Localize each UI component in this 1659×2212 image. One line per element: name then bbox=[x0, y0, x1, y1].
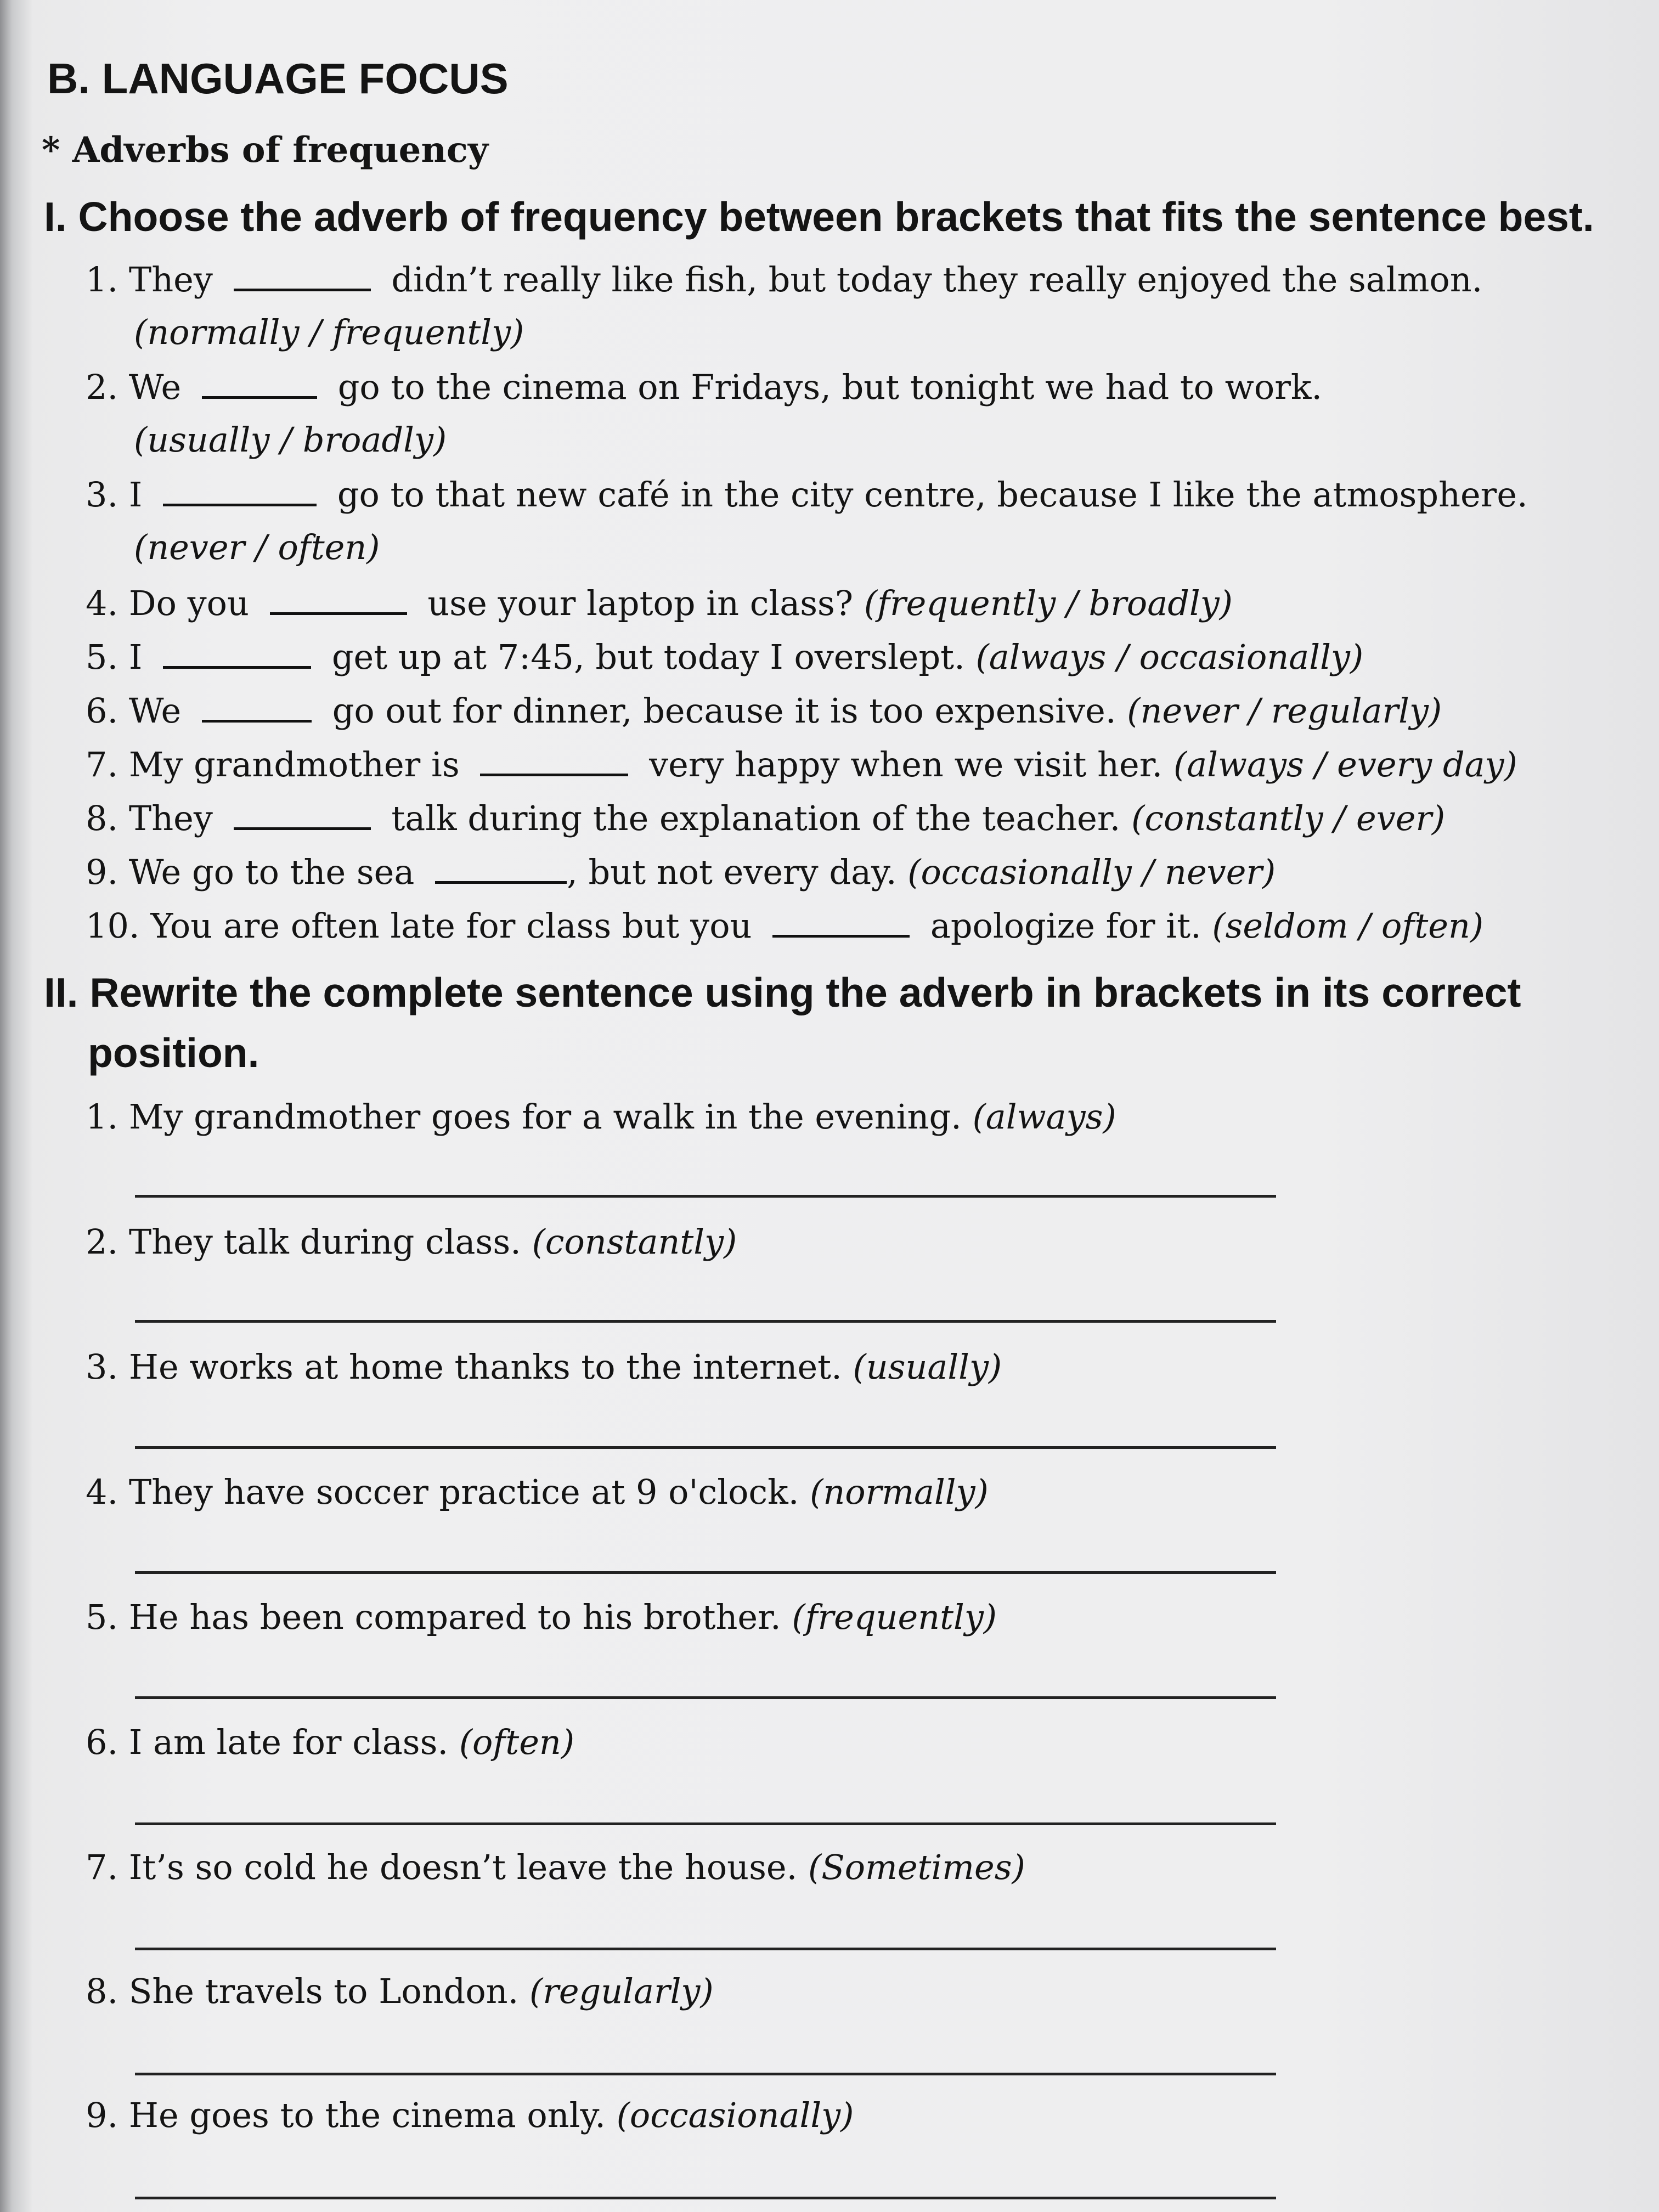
item-adverb: (frequently) bbox=[792, 1597, 997, 1637]
exercise-2-heading bbox=[44, 962, 1521, 1083]
item-text-after: talk during the explanation of the teacher. bbox=[391, 798, 1121, 838]
answer-blank[interactable] bbox=[270, 584, 407, 615]
item-adverb: (always) bbox=[972, 1097, 1116, 1137]
item-number: 8. bbox=[86, 1971, 119, 2011]
answer-blank[interactable] bbox=[772, 906, 910, 938]
exercise-1-item-10 bbox=[86, 900, 1611, 952]
subsection-title: * Adverbs of frequency bbox=[42, 129, 488, 171]
item-text-after: apologize for it. bbox=[930, 906, 1201, 946]
answer-line-2[interactable] bbox=[135, 1320, 1276, 1323]
item-number: 7. bbox=[86, 1847, 119, 1887]
answer-blank[interactable] bbox=[435, 853, 567, 884]
exercise-1-heading-text: I. Choose the adverb of frequency between brackets that fits the sentence best. bbox=[44, 194, 1594, 240]
answer-blank[interactable] bbox=[202, 368, 317, 399]
item-sentence: He works at home thanks to the internet. bbox=[128, 1347, 842, 1387]
item-options: (seldom / often) bbox=[1212, 906, 1484, 946]
item-number: 6. bbox=[86, 1722, 119, 1762]
exercise-1-item-6 bbox=[86, 685, 1611, 737]
item-adverb: (often) bbox=[459, 1722, 575, 1762]
item-text-before: I bbox=[128, 637, 143, 677]
answer-blank[interactable] bbox=[163, 475, 317, 506]
item-text-after: go to that new café in the city centre, because I like the atmosphere. bbox=[337, 475, 1528, 515]
item-adverb: (usually) bbox=[853, 1347, 1002, 1387]
item-options: (always / every day) bbox=[1173, 744, 1517, 785]
item-options: (constantly / ever) bbox=[1131, 798, 1446, 838]
answer-line-7[interactable] bbox=[135, 1948, 1276, 1950]
item-text-before: You are often late for class but you bbox=[150, 906, 752, 946]
item-number: 10. bbox=[86, 906, 140, 946]
item-number: 5. bbox=[86, 1597, 119, 1637]
item-text-before: They bbox=[128, 259, 213, 300]
exercise-2-item-7 bbox=[86, 1841, 1611, 1894]
item-text-before: We bbox=[128, 691, 182, 731]
item-text-before: We go to the sea bbox=[128, 852, 415, 892]
item-number: 3. bbox=[86, 1347, 119, 1387]
exercise-2-heading-line-2: position. bbox=[88, 1030, 259, 1076]
item-text-before: We bbox=[128, 367, 182, 407]
answer-line-8[interactable] bbox=[135, 2073, 1276, 2075]
exercise-1-item-3 bbox=[86, 469, 1611, 574]
item-text-after: very happy when we visit her. bbox=[649, 744, 1163, 785]
exercise-1-item-2 bbox=[86, 361, 1611, 466]
item-number: 9. bbox=[86, 852, 119, 892]
exercise-2-item-9 bbox=[86, 2089, 1611, 2142]
answer-line-6[interactable] bbox=[135, 1822, 1276, 1825]
exercise-2-item-8 bbox=[86, 1965, 1611, 2018]
exercise-2-item-3 bbox=[86, 1341, 1611, 1393]
item-options: (usually / broadly) bbox=[134, 420, 447, 460]
exercise-1-item-5 bbox=[86, 631, 1611, 684]
exercise-1-heading bbox=[44, 187, 1594, 247]
exercise-1-item-9 bbox=[86, 846, 1611, 899]
item-options: (frequently / broadly) bbox=[864, 583, 1233, 623]
item-text-after: didn’t really like fish, but today they really enjoyed the salmon. bbox=[391, 259, 1483, 300]
item-number: 2. bbox=[86, 1222, 119, 1262]
exercise-1-item-1 bbox=[86, 253, 1611, 359]
item-number: 5. bbox=[86, 637, 119, 677]
item-number: 6. bbox=[86, 691, 119, 731]
answer-line-4[interactable] bbox=[135, 1571, 1276, 1574]
item-text-after: use your laptop in class? bbox=[427, 583, 854, 623]
item-text-after: go out for dinner, because it is too expensive. bbox=[332, 691, 1116, 731]
item-text-after: get up at 7:45, but today I overslept. bbox=[331, 637, 965, 677]
answer-line-3[interactable] bbox=[135, 1446, 1276, 1449]
answer-blank[interactable] bbox=[234, 260, 371, 291]
item-adverb: (Sometimes) bbox=[808, 1847, 1025, 1887]
answer-line-1[interactable] bbox=[135, 1195, 1276, 1198]
item-text-before: My grandmother is bbox=[128, 744, 460, 785]
answer-line-5[interactable] bbox=[135, 1696, 1276, 1699]
item-sentence: They talk during class. bbox=[128, 1222, 521, 1262]
item-options: (always / occasionally) bbox=[975, 637, 1364, 677]
section-title: B. LANGUAGE FOCUS bbox=[47, 54, 509, 103]
item-sentence: My grandmother goes for a walk in the evening. bbox=[128, 1097, 962, 1137]
item-number: 3. bbox=[86, 475, 119, 515]
item-adverb: (occasionally) bbox=[616, 2095, 854, 2135]
item-sentence: I am late for class. bbox=[128, 1722, 449, 1762]
item-number: 9. bbox=[86, 2095, 119, 2135]
item-adverb: (constantly) bbox=[532, 1222, 737, 1262]
item-number: 1. bbox=[86, 1097, 119, 1137]
item-sentence: He goes to the cinema only. bbox=[128, 2095, 606, 2135]
item-sentence: It’s so cold he doesn’t leave the house. bbox=[128, 1847, 798, 1887]
item-text-before: Do you bbox=[128, 583, 249, 623]
answer-blank[interactable] bbox=[202, 691, 312, 723]
item-number: 2. bbox=[86, 367, 119, 407]
item-options: (normally / frequently) bbox=[134, 312, 524, 352]
item-sentence: He has been compared to his brother. bbox=[128, 1597, 781, 1637]
item-options: (never / often) bbox=[134, 527, 380, 567]
item-adverb: (regularly) bbox=[529, 1971, 714, 2011]
item-text-before: They bbox=[128, 798, 213, 838]
item-text-before: I bbox=[128, 475, 143, 515]
exercise-1-item-8 bbox=[86, 792, 1611, 845]
answer-blank[interactable] bbox=[234, 799, 371, 830]
exercise-1-item-7 bbox=[86, 738, 1611, 791]
answer-line-9[interactable] bbox=[135, 2197, 1276, 2199]
exercise-2-item-6 bbox=[86, 1716, 1611, 1769]
item-number: 1. bbox=[86, 259, 119, 300]
exercise-2-item-1 bbox=[86, 1091, 1611, 1143]
answer-blank[interactable] bbox=[480, 745, 628, 776]
item-number: 4. bbox=[86, 1472, 119, 1512]
item-options: (occasionally / never) bbox=[907, 852, 1276, 892]
item-sentence: She travels to London. bbox=[128, 1971, 519, 2011]
exercise-2-item-2 bbox=[86, 1216, 1611, 1268]
answer-blank[interactable] bbox=[163, 637, 311, 669]
item-number: 8. bbox=[86, 798, 119, 838]
item-sentence: They have soccer practice at 9 o'clock. bbox=[128, 1472, 799, 1512]
item-text-after: go to the cinema on Fridays, but tonight we had to work. bbox=[337, 367, 1323, 407]
item-options: (never / regularly) bbox=[1127, 691, 1442, 731]
item-text-after: , but not every day. bbox=[567, 852, 897, 892]
item-number: 4. bbox=[86, 583, 119, 623]
exercise-2-item-4 bbox=[86, 1466, 1611, 1519]
item-number: 7. bbox=[86, 744, 119, 785]
exercise-1-item-4 bbox=[86, 577, 1611, 630]
exercise-2-item-5 bbox=[86, 1591, 1611, 1644]
item-adverb: (normally) bbox=[810, 1472, 989, 1512]
exercise-2-heading-line-1: II. Rewrite the complete sentence using the adverb in brackets in its correct bbox=[44, 969, 1521, 1015]
